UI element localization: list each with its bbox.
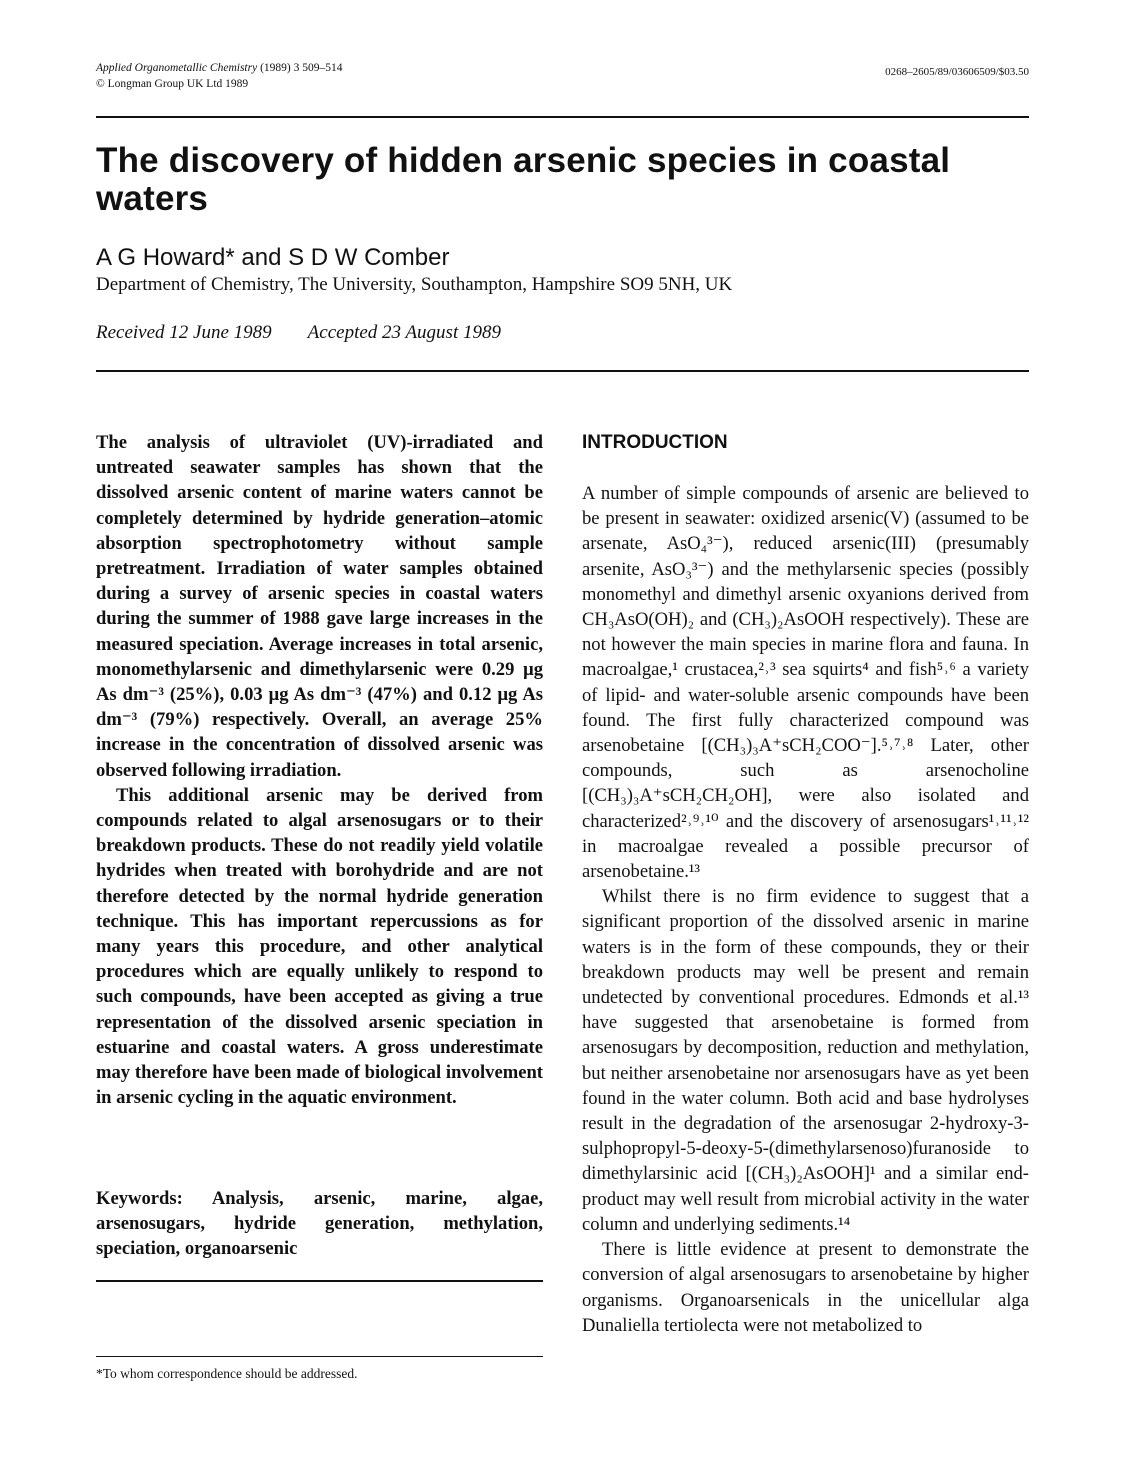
footnote-rule — [96, 1356, 543, 1357]
journal-citation — [96, 60, 343, 92]
journal-volume-pages: (1989) 3 509–514 — [257, 62, 343, 74]
journal-name: Applied Organometallic Chemistry — [96, 62, 258, 74]
abstract-paragraph-2: This additional arsenic may be derived from compounds related to algal arsenosugars or to their breakdown products. These do not readily yield volatile hydrides when treated with borohydride and are not therefore detected by the normal hydride generation technique. This has important repercussions as for many years this procedure, and other analytical procedures which are equally unlikely to respond to such compounds, have been accepted as giving a true representation of the dissolved arsenic speciation in estuarine and coastal waters. A gross underestimate may therefore have been made of biological involvement in arsenic cycling in the aquatic environment. — [96, 784, 543, 1109]
copyright-line: © Longman Group UK Ltd 1989 — [96, 78, 249, 90]
accepted-date: Accepted 23 August 1989 — [307, 322, 501, 343]
article-dates — [96, 322, 501, 344]
intro-paragraph-1: A number of simple compounds of arsenic are believed to be present in seawater: oxidized arsenic(V) (assumed to be arsenate, AsO₄³⁻), reduced arsenic(III) (presumably arsenite, AsO₃³⁻) and the methylarsenic species (possibly monomethyl and dimethyl arsenic oxyanions derived from CH₃AsO(OH)₂ and (CH₃)₂AsOOH respectively). These are not however the main species in marine flora and fauna. In macroalgae,¹ crustacea,²˒³ sea squirts⁴ and fish⁵˒⁶ a variety of lipid- and water-soluble arsenic compounds have been found. The first fully characterized compound was arsenobetaine [(CH₃)₃A⁺sCH₂COO⁻].⁵˒⁷˒⁸ Later, other compounds, such as arsenocholine [(CH₃)₃A⁺sCH₂CH₂OH], were also isolated and characterized²˒⁹˒¹⁰ and the discovery of arsenosugars¹˒¹¹˒¹² in macroalgae revealed a possible precursor of arsenobetaine.¹³ — [582, 483, 1029, 883]
issn-code: 0268–2605/89/03606509/$03.50 — [885, 66, 1029, 78]
intro-paragraph-2: Whilst there is no firm evidence to suggest that a significant proportion of the dissolved arsenic in marine waters is in the form of these compounds, they or their breakdown products may well be present and remain undetected by conventional procedures. Edmonds et al.¹³ have suggested that arsenobetaine is formed from arsenosugars by decomposition, reduction and methylation, but neither arsenobetaine nor arsenosugars have as yet been found in the water column. Both acid and base hydrolyses result in the degradation of the arsenosugar 2-hydroxy-3-sulphopropyl-5-deoxy-5-(dimethylarsenoso)furanoside to dimethylarsinic acid [(CH₃)₂AsOOH]¹ and a similar end-product may well result from microbial activity in the water column and underlying sediments.¹⁴ — [582, 886, 1029, 1235]
title-block-rule — [96, 370, 1029, 372]
received-date: Received 12 June 1989 — [96, 322, 272, 343]
abstract-paragraph-1: The analysis of ultraviolet (UV)-irradiated and untreated seawater samples has shown that the dissolved arsenic content of marine waters cannot be completely determined by hydride generation–atomic absorption spectrophotometry without sample pretreatment. Irradiation of water samples obtained during a survey of arsenic species in coastal waters during the summer of 1988 gave large increases in the measured speciation. Average increases in total arsenic, monomethylarsenic and dimethylarsenic were 0.29 μg As dm⁻³ (25%), 0.03 μg As dm⁻³ (47%) and 0.12 μg As dm⁻³ (79%) respectively. Overall, an average 25% increase in the concentration of dissolved arsenic was observed following irradiation. — [96, 432, 543, 781]
keywords-rule — [96, 1280, 543, 1282]
introduction-heading: INTRODUCTION — [582, 432, 728, 453]
correspondence-footnote: *To whom correspondence should be addressed. — [96, 1366, 358, 1381]
intro-paragraph-3: There is little evidence at present to demonstrate the conversion of algal arsenosugars to arsenobetaine by higher organisms. Organoarsenicals in the unicellular alga Dunaliella tertiolecta were not metabolized to — [582, 1239, 1029, 1336]
keywords: Keywords: Analysis, arsenic, marine, algae, arsenosugars, hydride generation, methylation, speciation, organoarsenic — [96, 1188, 543, 1260]
affiliation: Department of Chemistry, The University, Southampton, Hampshire SO9 5NH, UK — [96, 274, 733, 295]
abstract — [96, 430, 543, 1110]
authors: A G Howard* and S D W Comber — [96, 244, 450, 271]
article-title: The discovery of hidden arsenic species in coastal waters — [96, 141, 951, 218]
introduction-body — [582, 481, 1029, 1338]
header-rule — [96, 116, 1029, 118]
